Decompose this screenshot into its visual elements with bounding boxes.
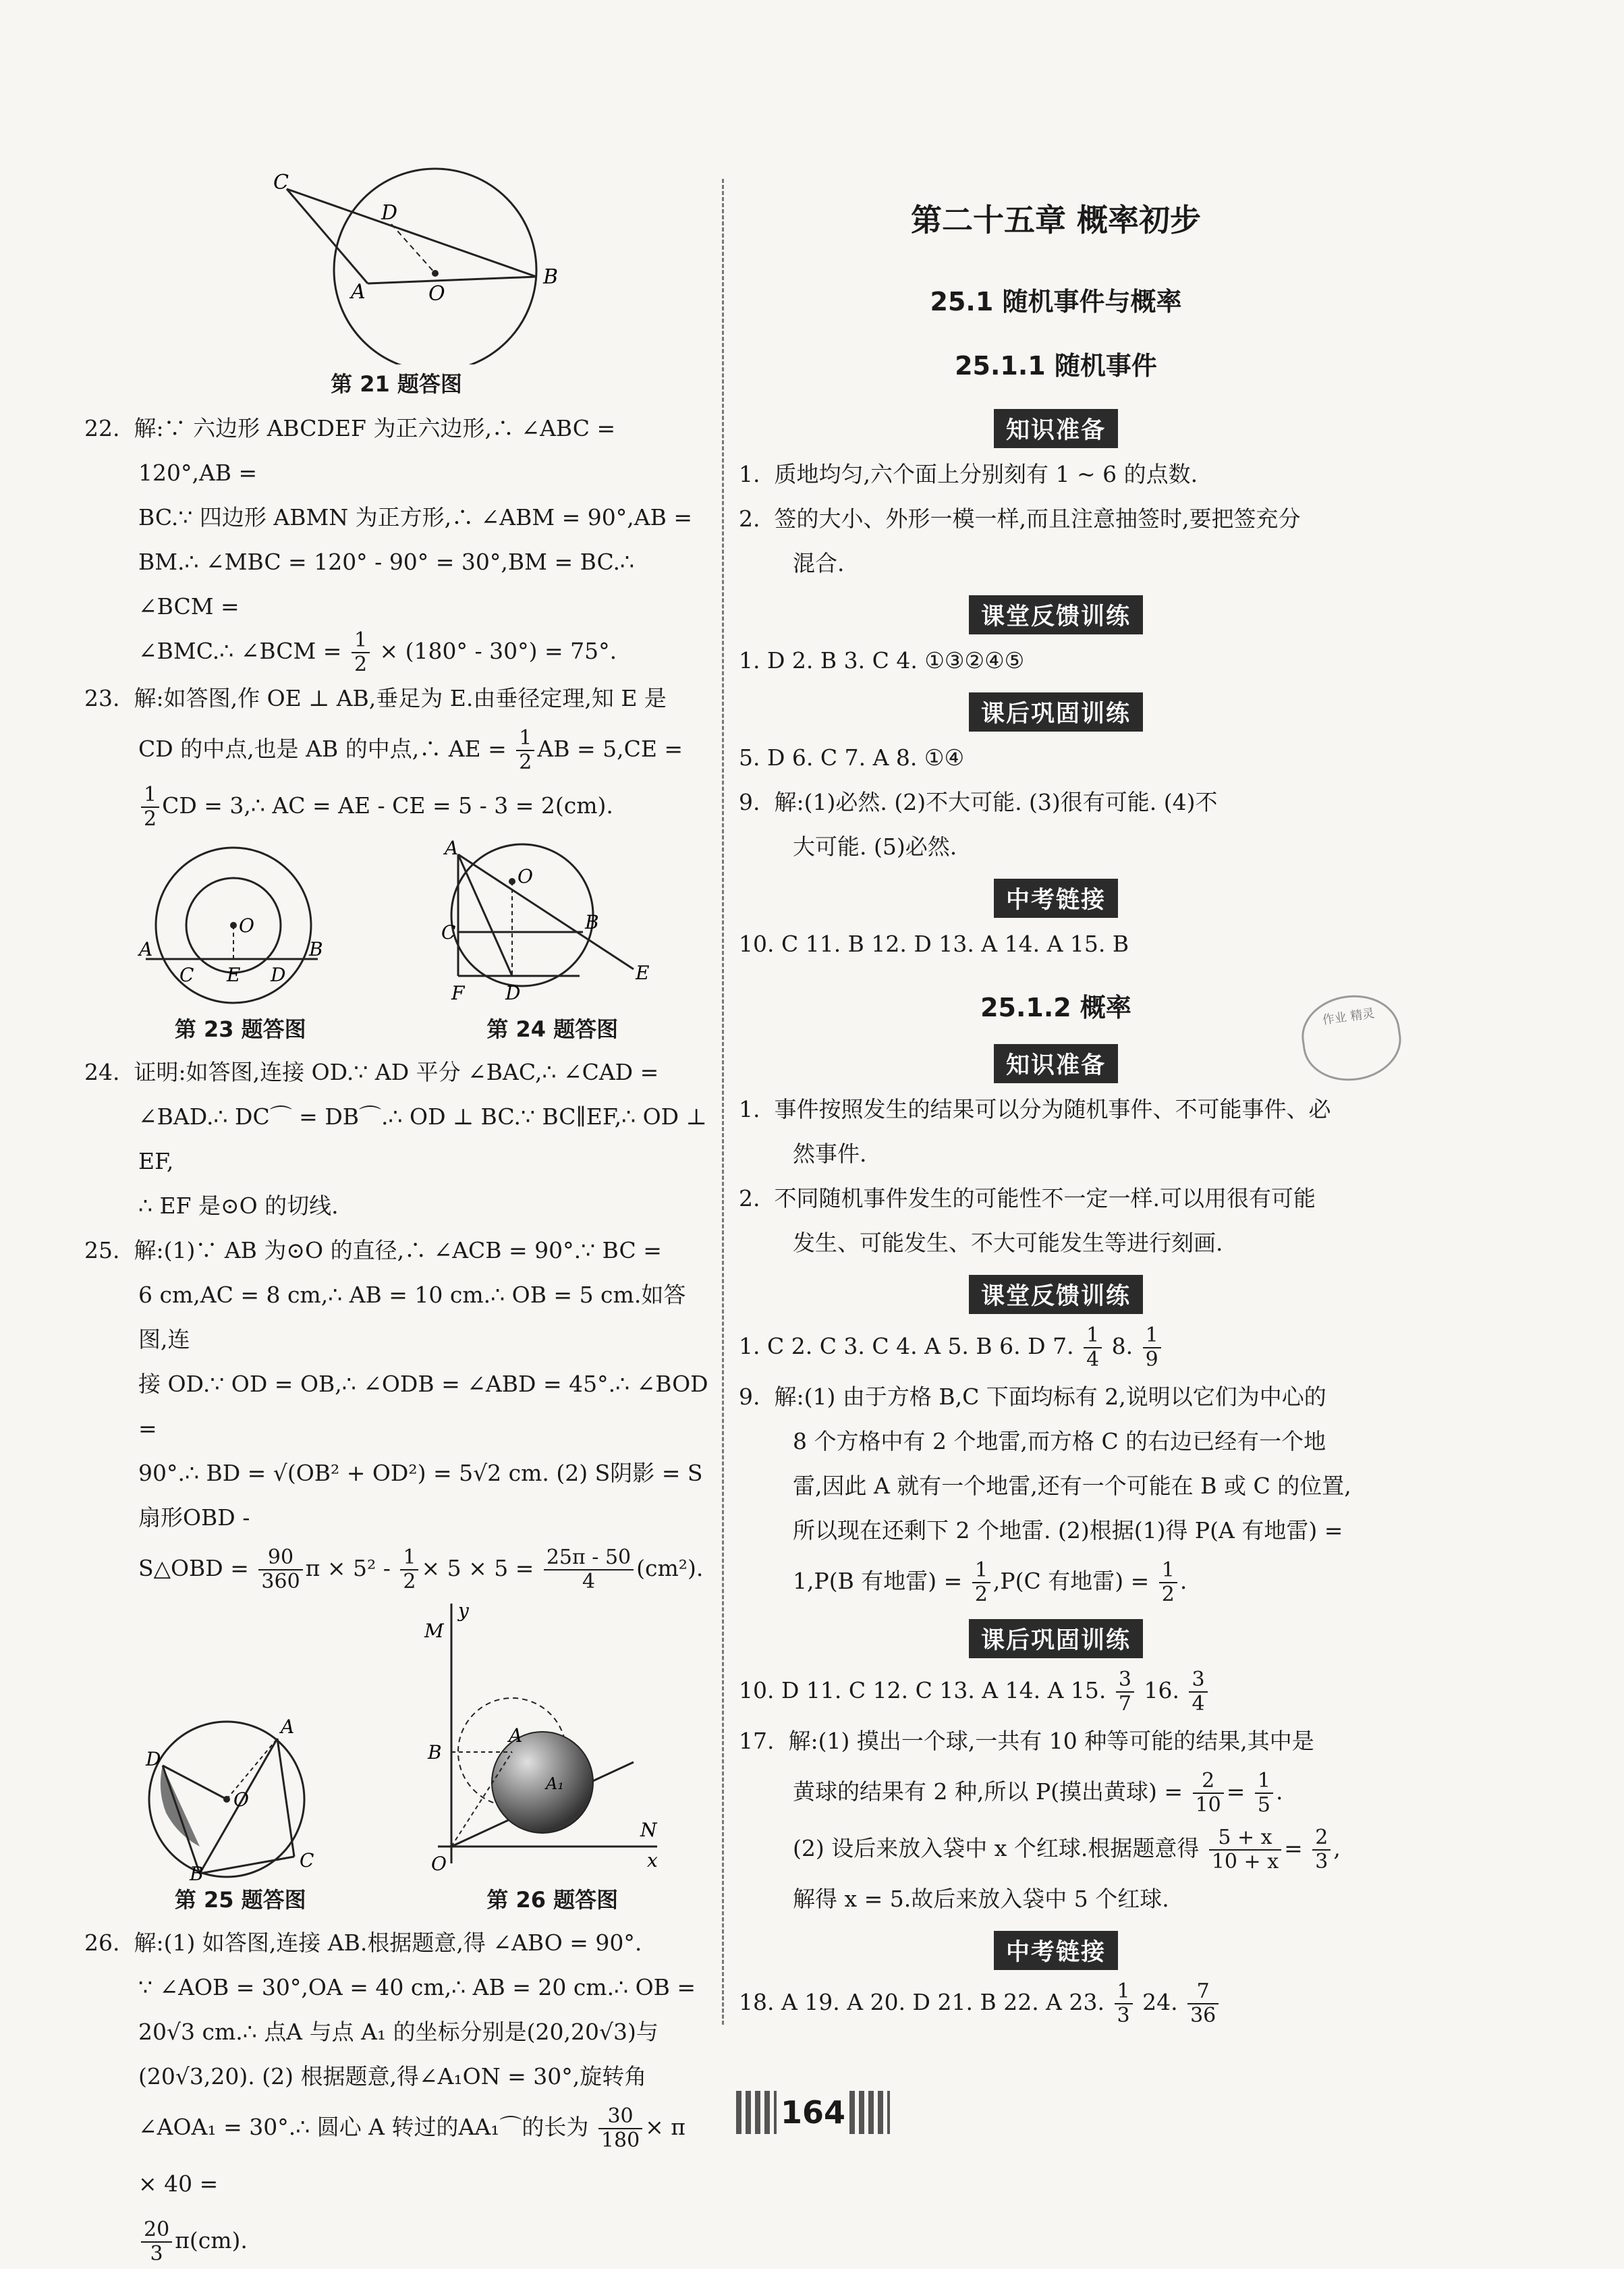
answers-text: 24. [1142,1989,1178,2015]
item-text: 事件按照发生的结果可以分为随机事件、不可能事件、必 [774,1096,1331,1122]
q25-text: (cm²). [636,1555,704,1581]
item-number: 2. [739,505,760,532]
denominator: 180 [600,2129,640,2152]
q25-line: 接 OD.∵ OD = OB,∴ ∠ODB = ∠ABD = 45°.∴ ∠BOD = [138,1371,708,1442]
denominator: 2 [974,1583,988,1606]
q23-line: 解:如答图,作 OE ⊥ AB,垂足为 E.由垂径定理,知 E 是 [134,685,667,711]
left-column [84,148,708,2269]
q23-text: CD 的中点,也是 AB 的中点,∴ AE = [138,736,507,762]
q22-line: 解:∵ 六边形 ABCDEF 为正六边形,∴ ∠ABC = 120°,AB = [134,415,616,486]
numerator: 90 [258,1546,302,1570]
fraction [1143,1324,1161,1371]
fig23-label-c: C [179,964,194,986]
subsection-title: 25.1.1 随机事件 [955,351,1157,381]
denominator: 3 [1315,1850,1328,1874]
denominator: 4 [582,1570,596,1593]
fraction [1189,1668,1207,1716]
fig21-label-c: C [273,171,289,194]
item-number: 17. [739,1728,775,1754]
tag-knowledge-prep: 知识准备 [994,1044,1118,1083]
numerator: 30 [598,2105,642,2129]
denominator: 4 [1192,1692,1205,1716]
item-text: 解:(1) 摸出一个球,一共有 10 种等可能的结果,其中是 [788,1728,1314,1754]
q26-line: (20√3,20). (2) 根据题意,得∠A₁ON = 30°,旋转角 [138,2063,647,2089]
q24-line: 证明:如答图,连接 OD.∵ AD 平分 ∠BAC,∴ ∠CAD = [134,1059,659,1085]
fig24-label-b: B [584,911,599,933]
right-column [739,148,1373,2031]
answers-line: 10. C 11. B 12. D 13. A 14. A 15. B [739,931,1129,957]
item-text: 质地均匀,六个面上分别刻有 1 ~ 6 的点数. [774,461,1198,487]
answers-text: 10. D 11. C 12. C 13. A 14. A 15. [739,1677,1107,1703]
fraction [972,1559,990,1606]
tag-after-class: 课后巩固训练 [969,1619,1143,1658]
fig25-label-b: B [190,1863,204,1880]
item-text: 解:(1) 由于方格 B,C 下面均标有 2,说明以它们为中心的 [774,1384,1326,1410]
fig21-label-o: O [428,282,445,306]
fig24-label-a: A [444,837,458,859]
answers-text: 18. A 19. A 20. D 21. B 22. A 23. [739,1989,1104,2015]
fig26-caption: 第 26 题答图 [486,1887,619,1913]
fraction [400,1546,418,1593]
q25-text: π × 5² - [305,1555,391,1581]
section-title: 25.1 随机事件与概率 [930,287,1182,317]
question-25 [84,1228,708,1597]
item-text: 1,P(B 有地雷) = [793,1568,963,1594]
fig23-label-d: D [271,964,286,986]
item-text: , [1333,1835,1341,1861]
item-text: = [1226,1778,1245,1805]
figure-23 [132,834,335,1010]
fig26-label-b: B [427,1741,442,1764]
fraction [1159,1559,1177,1606]
numerator: 1 [400,1546,418,1570]
fig26-label-x: x [646,1849,658,1871]
numerator: 20 [141,2218,172,2243]
numerator: 2 [1193,1770,1224,1794]
item-text: 所以现在还剩下 2 个地雷. (2)根据(1)得 P(A 有地雷) = [793,1517,1343,1543]
numerator: 1 [352,629,370,653]
numerator: 1 [1143,1324,1161,1348]
tag-after-class: 课后巩固训练 [969,692,1143,732]
fraction [1084,1324,1102,1371]
q25-line: 90°.∴ BD = √(OB² + OD²) = 5√2 cm. (2) S阴影 = S扇形OBD - [138,1460,703,1531]
denominator: 2 [1161,1583,1175,1606]
fig24-label-e: E [635,962,650,984]
page-number [715,2089,911,2136]
denominator: 10 [1195,1793,1221,1817]
fraction [1116,1668,1134,1716]
fig21-caption: 第 21 题答图 [331,371,462,397]
fig26-label-a1: A₁ [545,1774,564,1793]
item-text: 解:(1)必然. (2)不大可能. (3)很有可能. (4)不 [774,789,1218,815]
page-number-text: 164 [780,2094,846,2131]
denominator: 2 [403,1570,416,1593]
item-text: (2) 设后来放入袋中 x 个红球.根据题意得 [793,1835,1200,1861]
fraction [141,2218,172,2266]
item-number: 9. [739,1384,760,1410]
q23-number: 23. [84,685,120,711]
page-bars-left-icon [736,2091,777,2134]
denominator: 2 [519,750,532,774]
fig25-label-o: O [233,1788,250,1811]
fraction [258,1546,302,1593]
q23-text: CD = 3,∴ AC = AE - CE = 5 - 3 = 2(cm). [162,792,613,819]
item-text: 混合. [793,550,845,576]
q26-line: 解:(1) 如答图,连接 AB.根据题意,得 ∠ABO = 90°. [134,1930,642,1956]
fraction [1187,1980,1219,2027]
fig26-label-y: y [457,1600,469,1622]
q24-line: ∠BAD.∴ DC⌒ = DB⌒.∴ OD ⊥ BC.∵ BC∥EF,∴ OD ⊥ EF, [138,1103,707,1174]
item-number: 1. [739,461,760,487]
fraction [516,727,534,774]
denominator: 3 [1117,2004,1130,2027]
q22-text: ∠BMC.∴ ∠BCM = [138,638,342,664]
fig21-label-a: A [351,280,366,304]
page-bars-right-icon [849,2091,890,2134]
figures-23-24 [84,834,708,1010]
question-24 [84,1050,708,1228]
q25-text: × 5 × 5 = [421,1555,534,1581]
captions-23-24 [84,1012,708,1043]
item-text: 发生、可能发生、不大可能发生等进行刻画. [793,1230,1223,1256]
item-text: 8 个方格中有 2 个地雷,而方格 C 的右边已经有一个地 [793,1428,1326,1454]
q26-line: 20√3 cm.∴ 点A 与点 A₁ 的坐标分别是(20,20√3)与 [138,2019,659,2045]
q22-line: BC.∵ 四边形 ABMN 为正方形,∴ ∠ABM = 90°,AB = [138,504,692,530]
numerator: 7 [1187,1980,1219,2004]
tag-exam-link: 中考链接 [994,879,1118,918]
fig23-label-a: A [139,938,153,960]
question-23 [84,676,708,834]
answers-text: 16. [1144,1677,1179,1703]
fig21-label-b: B [543,265,559,289]
item-text: 签的大小、外形一模一样,而且注意抽签时,要把签充分 [774,505,1301,532]
fig23-caption: 第 23 题答图 [174,1016,306,1042]
fig21-label-d: D [381,201,398,225]
item-text: 不同随机事件发生的可能性不一定一样.可以用很有可能 [774,1185,1316,1211]
denominator: 3 [150,2242,163,2266]
q23-text: AB = 5,CE = [537,736,683,762]
item-text: 大可能. (5)必然. [793,833,957,860]
numerator: 1 [1255,1770,1273,1794]
q22-number: 22. [84,415,120,441]
figure-25 [125,1678,328,1880]
numerator: 1 [516,727,534,751]
stamp-text: 作业 精灵 [1321,1006,1376,1028]
q25-text: S△OBD = [138,1555,249,1581]
fig26-label-n: N [640,1819,657,1841]
fig23-label-e: E [227,964,241,986]
fig24-label-c: C [441,921,456,944]
denominator: 36 [1190,2004,1216,2027]
numerator: 25π - 50 [544,1546,634,1570]
denominator: 360 [261,1570,300,1593]
q26-text: ∠AOA₁ = 30°.∴ 圆心 A 转过的AA₁⌒的长为 [138,2114,589,2140]
item-text: . [1276,1778,1283,1805]
numerator: 1 [972,1559,990,1583]
fig26-label-m: M [424,1620,444,1642]
numerator: 3 [1189,1668,1207,1693]
denominator: 10 + x [1211,1850,1279,1874]
item-text: 然事件. [793,1141,867,1167]
item-text: ,P(C 有地雷) = [992,1568,1150,1594]
fraction [1193,1770,1224,1817]
fraction [141,784,159,831]
q25-line: 6 cm,AC = 8 cm,∴ AB = 10 cm.∴ OB = 5 cm.如答图,连 [138,1282,686,1352]
q22-text: × (180° - 30°) = 75°. [379,638,617,664]
q25-number: 25. [84,1237,120,1263]
fig24-label-o: O [517,865,533,887]
tag-knowledge-prep: 知识准备 [994,409,1118,448]
q26-text: × π × 40 = [138,2114,686,2197]
fraction [1255,1770,1273,1817]
chapter-title: 第二十五章 概率初步 [910,202,1201,238]
numerator: 1 [1115,1980,1133,2004]
numerator: 1 [1159,1559,1177,1583]
numerator: 2 [1312,1826,1331,1851]
q26-number: 26. [84,1930,120,1956]
answers-text: 1. C 2. C 3. C 4. A 5. B 6. D 7. [739,1333,1074,1359]
denominator: 9 [1145,1348,1158,1371]
denominator: 5 [1257,1793,1270,1817]
figure-21 [84,148,708,364]
fraction [598,2105,642,2152]
fig25-label-c: C [300,1849,314,1871]
fig25-label-a: A [281,1716,295,1738]
fig23-label-o: O [239,914,255,937]
tag-class-feedback: 课堂反馈训练 [969,595,1143,634]
fig26-label-a: A [508,1724,522,1747]
fig25-caption: 第 25 题答图 [174,1887,306,1913]
answers-line: 1. D 2. B 3. C 4. ①③②④⑤ [739,647,1025,674]
answers-line: 5. D 6. C 7. A 8. ①④ [739,744,965,771]
fraction [352,629,370,676]
fraction [1115,1980,1133,2027]
fig24-label-d: D [505,982,521,1004]
q25-line: 解:(1)∵ AB 为⊙O 的直径,∴ ∠ACB = 90°.∵ BC = [134,1237,662,1263]
numerator: 1 [1084,1324,1102,1348]
fraction [1209,1826,1281,1874]
fig26-label-o: O [430,1853,447,1875]
fig23-label-b: B [309,938,323,960]
numerator: 1 [141,784,159,808]
numerator: 5 + x [1209,1826,1281,1851]
fig24-label-f: F [451,982,465,1004]
question-26 [84,1921,708,2269]
denominator: 2 [144,807,157,831]
item-text: 解得 x = 5.故后来放入袋中 5 个红球. [793,1886,1169,1912]
subsection-title: 25.1.2 概率 [980,993,1131,1022]
fig25-label-d: D [146,1748,161,1770]
q26-line: ∵ ∠AOB = 30°,OA = 40 cm,∴ AB = 20 cm.∴ OB = [138,1974,696,2000]
figure-26 [411,1597,667,1880]
denominator: 4 [1086,1348,1100,1371]
figure-24 [431,834,661,1010]
item-number: 2. [739,1185,760,1211]
column-divider [722,179,724,2025]
item-text: 黄球的结果有 2 种,所以 P(摸出黄球) = [793,1778,1183,1805]
question-22 [84,406,708,676]
q24-number: 24. [84,1059,120,1085]
captions-25-26 [84,1883,708,1914]
item-number: 9. [739,789,760,815]
fraction [1312,1826,1331,1874]
tag-class-feedback: 课堂反馈训练 [969,1275,1143,1314]
answers-text: 8. [1111,1333,1133,1359]
item-number: 1. [739,1096,760,1122]
q26-text: π(cm). [175,2227,248,2253]
denominator: 7 [1118,1692,1131,1716]
item-text: = [1284,1835,1303,1861]
item-text: . [1179,1568,1187,1594]
denominator: 2 [354,653,368,676]
item-text: 雷,因此 A 就有一个地雷,还有一个可能在 B 或 C 的位置, [793,1473,1351,1499]
figures-25-26 [84,1597,708,1880]
fig24-caption: 第 24 题答图 [486,1016,619,1042]
numerator: 3 [1116,1668,1134,1693]
tag-exam-link: 中考链接 [994,1931,1118,1970]
q22-line: BM.∴ ∠MBC = 120° - 90° = 30°,BM = BC.∴ ∠BCM = [138,549,635,620]
q24-line: ∴ EF 是⊙O 的切线. [138,1193,339,1219]
fraction [544,1546,634,1593]
